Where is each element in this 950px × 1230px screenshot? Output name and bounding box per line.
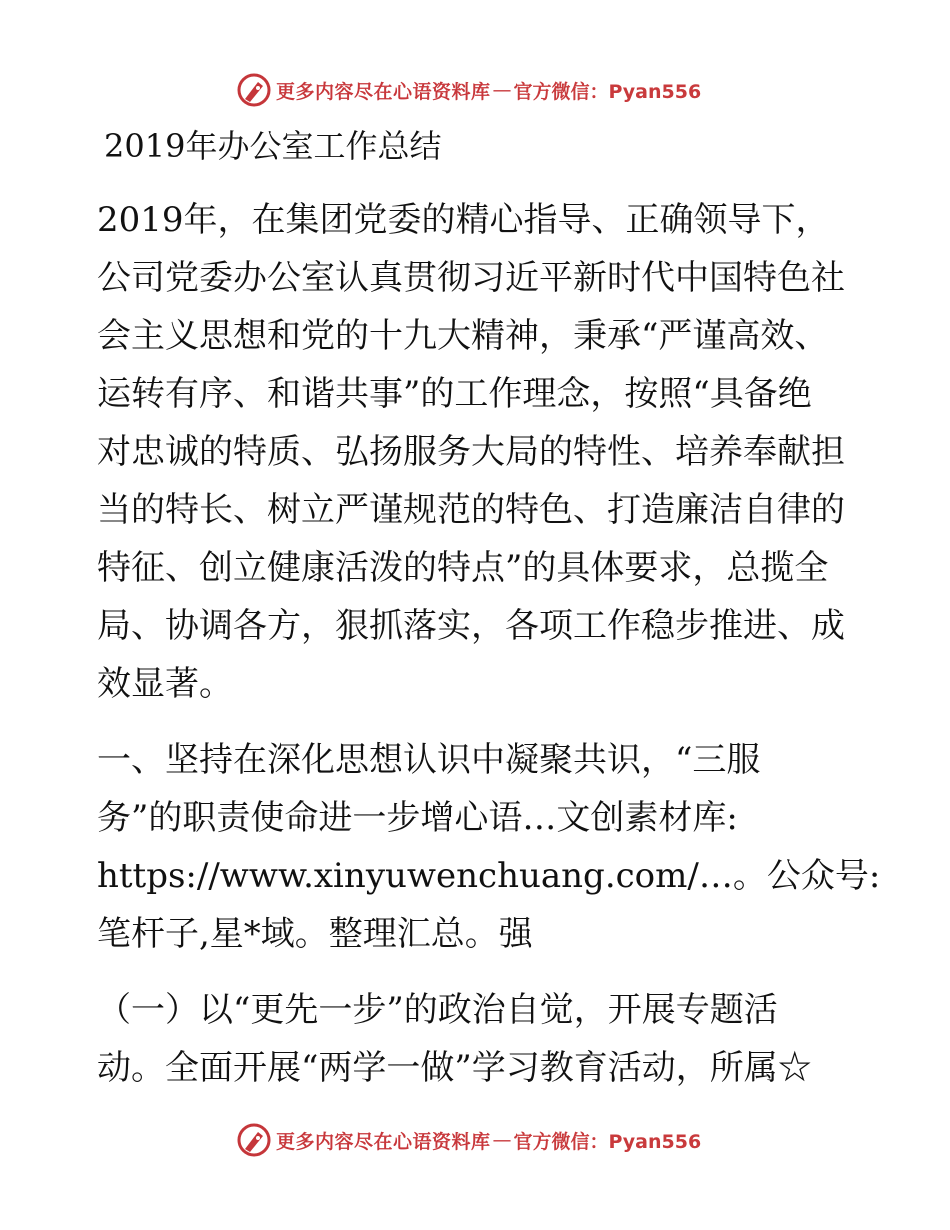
document-title: 2019年办公室工作总结: [104, 127, 442, 165]
paragraph-line: 动。全面开展“两学一做”学习教育活动，所属☆: [97, 1048, 812, 1088]
paragraph-line: 运转有序、和谐共事”的工作理念，按照“具备绝: [97, 374, 812, 414]
paragraph-line: 当的特长、树立严谨规范的特色、打造廉洁自律的: [97, 490, 845, 530]
watermark-separator: —: [492, 1129, 512, 1151]
paragraph-line: （一）以“更先一步”的政治自觉，开展专题活: [97, 990, 778, 1030]
paragraph-line: 2019年，在集团党委的精心指导、正确领导下，: [97, 200, 830, 240]
watermark-contact: 官方微信：Pyan556: [513, 1130, 702, 1153]
paragraph-line: 对忠诚的特质、弘扬服务大局的特性、培养奉献担: [97, 432, 845, 472]
section-heading-line: 一、坚持在深化思想认识中凝聚共识，“三服: [97, 740, 761, 780]
section-heading-line: 务”的职责使命进一步增心语…文创素材库:: [97, 798, 738, 838]
watermark-separator: —: [492, 79, 512, 101]
paragraph-line: 局、协调各方，狠抓落实，各项工作稳步推进、成: [97, 606, 845, 646]
watermark-text: 更多内容尽在心语资料库: [276, 1130, 491, 1153]
pen-nib-circle-icon: [236, 1122, 272, 1158]
paragraph-line: 效显著。: [97, 664, 233, 704]
paragraph-line: 特征、创立健康活泼的特点”的具体要求，总揽全: [97, 548, 829, 588]
paragraph-line: 会主义思想和党的十九大精神，秉承“严谨高效、: [97, 316, 829, 356]
watermark-banner-bottom: [236, 1120, 701, 1160]
pen-nib-circle-icon: [236, 72, 272, 108]
watermark-contact: 官方微信：Pyan556: [513, 80, 702, 103]
section-heading-line: https://www.xinyuwenchuang.com/…。公众号:: [97, 856, 881, 896]
section-heading-line: 笔杆子,星*域。整理汇总。强: [97, 914, 533, 954]
paragraph-line: 公司党委办公室认真贯彻习近平新时代中国特色社: [97, 258, 845, 298]
watermark-text: 更多内容尽在心语资料库: [276, 80, 491, 103]
watermark-banner-top: [236, 70, 701, 110]
